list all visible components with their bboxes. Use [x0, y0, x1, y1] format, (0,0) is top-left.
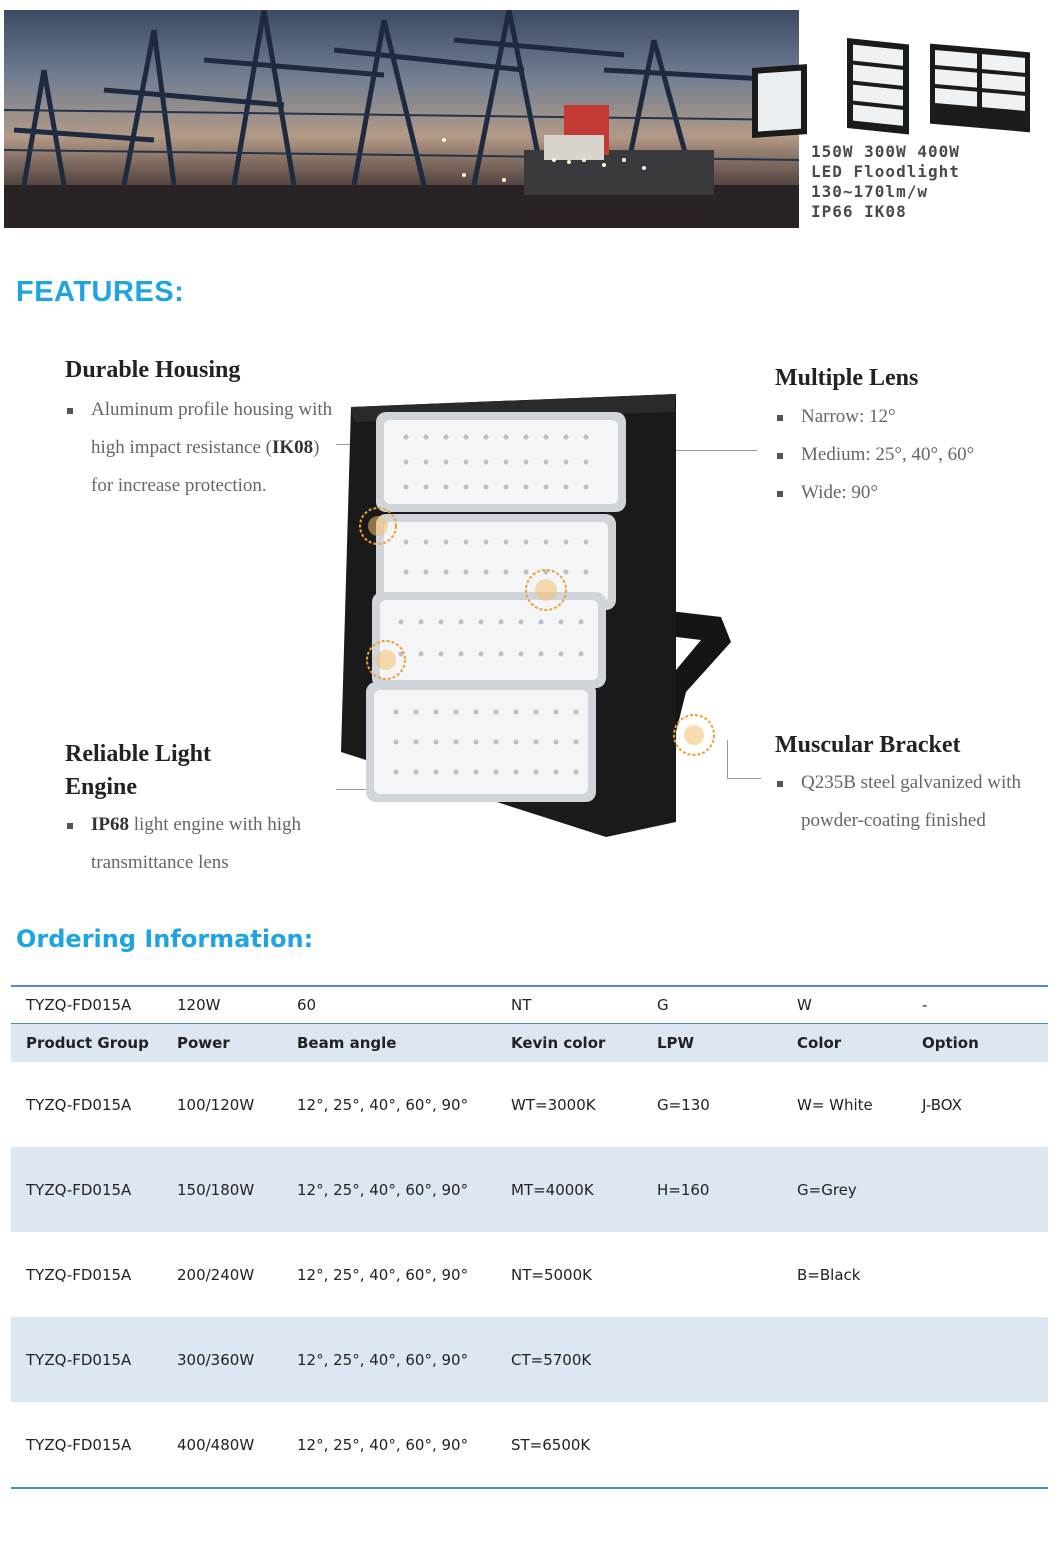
table-cell: NT=5000K — [511, 1265, 592, 1284]
table-cell: 12°, 25°, 40°, 60°, 90° — [297, 1435, 469, 1454]
column-header: LPW — [657, 1034, 695, 1052]
reliable-engine-list — [65, 806, 335, 882]
table-cell: 12°, 25°, 40°, 60°, 90° — [297, 1265, 469, 1284]
table-header-row — [11, 1024, 1048, 1062]
table-cell: G=130 — [657, 1095, 710, 1114]
muscular-bracket-title: Muscular Bracket — [775, 732, 961, 758]
table-cell: G=Grey — [797, 1180, 857, 1199]
spec-line: 130~170lm/w — [811, 182, 928, 201]
durable-housing-list — [65, 391, 335, 505]
table-cell: TYZQ-FD015A — [26, 1350, 132, 1369]
table-cell: MT=4000K — [511, 1180, 594, 1199]
table-cell: NT — [511, 996, 532, 1014]
table-bottom-rule — [11, 1487, 1048, 1489]
table-cell: TYZQ-FD015A — [26, 1180, 132, 1199]
column-header: Beam angle — [297, 1034, 397, 1052]
table-row — [11, 1147, 1048, 1232]
table-cell: - — [922, 996, 928, 1014]
table-cell: TYZQ-FD015A — [26, 1435, 132, 1454]
table-cell: 60 — [297, 996, 317, 1014]
table-cell: J-BOX — [922, 1095, 962, 1114]
column-header: Power — [177, 1034, 230, 1052]
floodlight-feature-photo — [336, 392, 736, 842]
list-item: Aluminum profile housing with high impact resistance (IK08) for increase protection. — [65, 391, 335, 505]
table-cell: CT=5700K — [511, 1350, 592, 1369]
table-cell: 300/360W — [177, 1350, 255, 1369]
banner-spec-text — [811, 142, 960, 222]
table-cell: 150/180W — [177, 1180, 255, 1199]
table-row — [11, 1062, 1048, 1147]
features-heading: FEATURES: — [16, 276, 185, 308]
table-cell: 400/480W — [177, 1435, 255, 1454]
spec-line: LED Floodlight — [811, 162, 960, 181]
table-row — [11, 1317, 1048, 1402]
table-cell: B=Black — [797, 1265, 861, 1284]
table-cell: 12°, 25°, 40°, 60°, 90° — [297, 1350, 469, 1369]
port-banner-image — [4, 10, 799, 228]
table-cell: H=160 — [657, 1180, 710, 1199]
table-cell: 200/240W — [177, 1265, 255, 1284]
table-cell: TYZQ-FD015A — [26, 1095, 132, 1114]
column-header: Kevin color — [511, 1034, 606, 1052]
table-row — [11, 1402, 1048, 1487]
table-cell: WT=3000K — [511, 1095, 596, 1114]
table-cell: TYZQ-FD015A — [26, 996, 132, 1014]
multiple-lens-title: Multiple Lens — [775, 365, 919, 391]
spec-line: IP66 IK08 — [811, 202, 907, 221]
list-item: Narrow: 12° — [775, 398, 1045, 436]
floodlight-product-photo — [752, 28, 1042, 143]
table-cell: TYZQ-FD015A — [26, 1265, 132, 1284]
reliable-engine-title: Reliable Light Engine — [65, 741, 212, 800]
list-item: IP68 light engine with high transmittance lens — [65, 806, 335, 882]
column-header: Color — [797, 1034, 842, 1052]
port-cranes-illustration — [4, 10, 799, 228]
table-cell: G — [657, 996, 669, 1014]
table-cell: 100/120W — [177, 1095, 255, 1114]
multiple-lens-list — [775, 398, 1045, 512]
list-item: Q235B steel galvanized with powder-coating finished — [775, 764, 1050, 840]
sample-code-row — [11, 987, 1048, 1023]
muscular-bracket-list — [775, 764, 1050, 840]
table-cell: ST=6500K — [511, 1435, 591, 1454]
table-cell: 120W — [177, 996, 221, 1014]
column-header: Product Group — [26, 1034, 149, 1052]
table-cell: W= White — [797, 1095, 873, 1114]
ordering-table — [11, 985, 1048, 1489]
table-cell: 12°, 25°, 40°, 60°, 90° — [297, 1095, 469, 1114]
list-item: Medium: 25°, 40°, 60° — [775, 436, 1045, 474]
table-row — [11, 1232, 1048, 1317]
table-cell: 12°, 25°, 40°, 60°, 90° — [297, 1180, 469, 1199]
column-header: Option — [922, 1034, 979, 1052]
list-item: Wide: 90° — [775, 474, 1045, 512]
durable-housing-title: Durable Housing — [65, 357, 241, 383]
table-cell: W — [797, 996, 812, 1014]
ordering-heading: Ordering Information: — [16, 925, 314, 953]
spec-line: 150W 300W 400W — [811, 142, 960, 161]
